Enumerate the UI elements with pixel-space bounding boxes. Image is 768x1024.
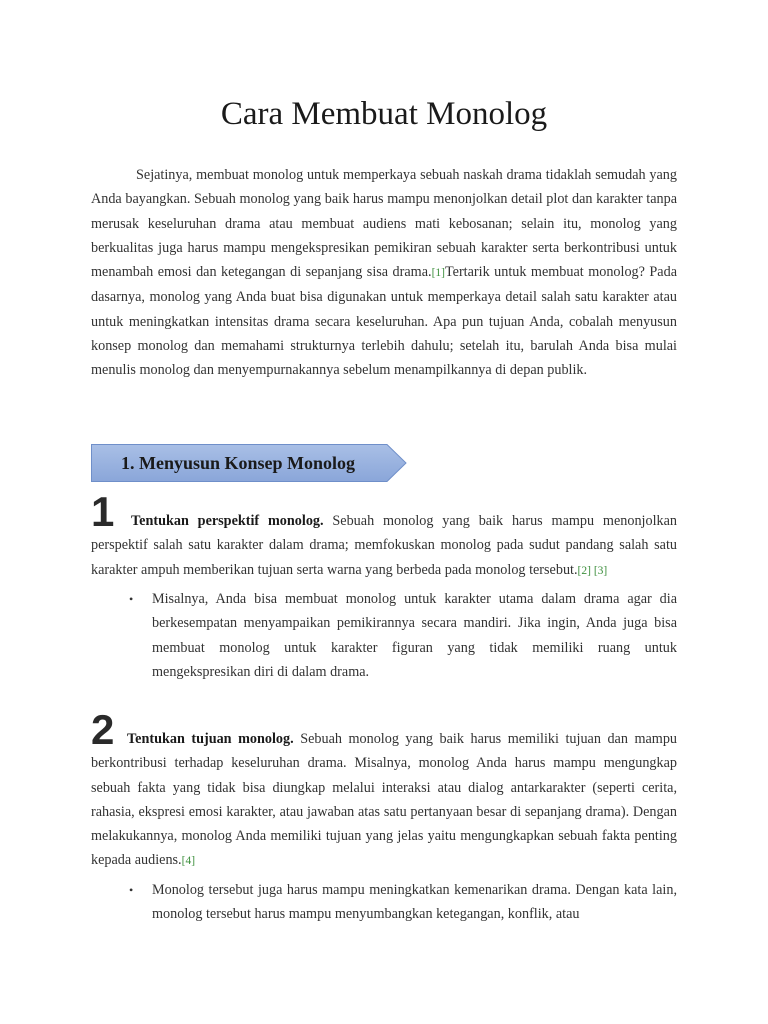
step-number-1: 1 (91, 488, 115, 535)
step-2-text: Sebuah monolog yang baik harus memiliki tujuan dan mampu berkontribusi terhadap keseluruhan drama. Misalnya, monolog Anda harus mampu mengungkap sebuah fakta yang tidak bisa diungkap melalui interaksi atau dialog antarkarakter (seperti cerita, rahasia, ekspresi emosi karakter, atau jawaban atas satu pertanyaan besar di sepanjang drama). Dengan melakukannya, monolog Anda memiliki tujuan yang jelas yaitu mengungkapkan sebuah fakta penting kepada audiens. (91, 731, 678, 869)
intro-paragraph (91, 163, 677, 383)
step-1-text: Sebuah monolog yang baik harus mampu menonjolkan perspektif salah satu karakter dalam drama; memfokuskan monolog pada sudut pandang salah satu karakter ampuh memberikan tujuan serta warna yang berbeda pada monolog tersebut. (91, 513, 677, 578)
list-item-text: Misalnya, Anda bisa membuat monolog untuk karakter utama dalam drama agar dia berkesempatan menyampaikan pemikirannya secara mandiri. Jika ingin, Anda juga bisa membuat monolog untuk karakter figuran yang tidak memiliki ruang untuk mengekspresikan diri di dalam drama. (152, 591, 677, 680)
step-2-bullet-list (91, 878, 677, 927)
list-item-text: Monolog tersebut juga harus mampu meningkatkan kemenarikan drama. Dengan kata lain, monolog tersebut harus mampu menyumbangkan ketegangan, konflik, atau (152, 882, 677, 923)
step-1-bullet-list (91, 587, 677, 684)
list-item (91, 587, 677, 684)
section-heading: 1. Menyusun Konsep Monolog (121, 453, 356, 473)
intro-text-a: Sejatinya, membuat monolog untuk memperkaya sebuah naskah drama tidaklah semudah yang Anda bayangkan. Sebuah monolog yang baik harus mampu menonjolkan detail plot dan karakter tanpa merusak keseluruhan drama atau membuat audiens mati kebosanan; selain itu, monolog yang berkualitas juga harus mampu mengekspresikan pemikiran sebuah karakter serta berkontribusi untuk menambah emosi dan ketegangan di sepanjang sisa drama. (91, 167, 677, 281)
step-number-2: 2 (91, 706, 115, 753)
list-item (91, 878, 677, 927)
document-title: Cara Membuat Monolog (220, 96, 548, 132)
section-banner (91, 444, 407, 482)
bullet-icon: • (129, 592, 134, 606)
step-2-paragraph (91, 727, 677, 874)
bullet-icon: • (129, 883, 134, 897)
step-2-heading: Tentukan tujuan monolog. (127, 731, 294, 747)
intro-text-b: Tertarik untuk membuat monolog? Pada dasarnya, monolog yang Anda buat bisa digunakan untuk memperkaya detail salah satu karakter atau untuk meningkatkan intensitas drama secara keseluruhan. Apa pun tujuan Anda, cobalah menyusun konsep monolog dan memahami strukturnya terlebih dahulu; setelah itu, barulah Anda bisa mulai menulis monolog dan menyempurnakannya sebelum menampilkannya di depan publik. (91, 264, 677, 379)
step-1-paragraph (91, 509, 677, 583)
reference-link-1[interactable]: [1] (431, 267, 445, 280)
step-1-references[interactable]: [2] [3] (577, 564, 608, 577)
step-1-heading: Tentukan perspektif monolog. (131, 513, 324, 529)
step-2-references[interactable]: [4] (181, 855, 196, 868)
